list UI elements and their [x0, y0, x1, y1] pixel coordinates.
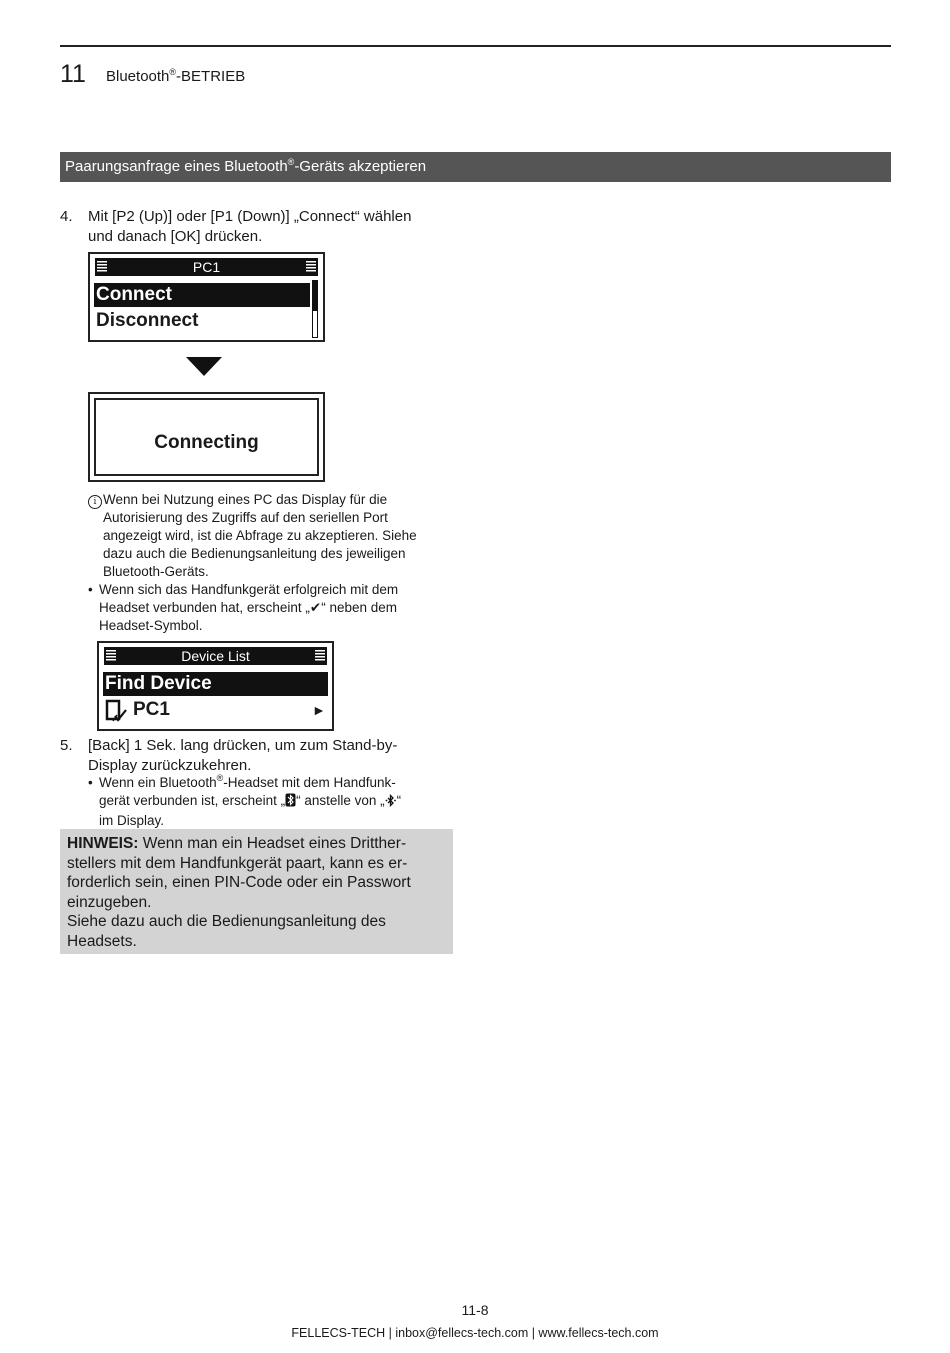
screen-pc1-menu [88, 252, 325, 342]
step-text: Mit [P2 (Up)] oder [P1 (Down)] „Connect“ wählen und danach [OK] drücken. [88, 208, 412, 245]
screen-connecting [88, 392, 325, 482]
bluetooth-connected-icon [285, 793, 296, 812]
step-5 [60, 736, 460, 776]
submenu-arrow-icon: ► [312, 702, 326, 718]
headset-check-icon [105, 699, 129, 723]
menu-grip-icon [315, 650, 325, 662]
scrollbar [312, 280, 318, 338]
section-heading: Paarungsanfrage eines Bluetooth®-Geräts akzeptieren [60, 152, 891, 182]
menu-grip-icon [97, 261, 107, 273]
screen-device-list [97, 641, 334, 731]
hint-label: HINWEIS: [67, 835, 139, 852]
bluetooth-icon [385, 794, 397, 812]
screen-title-bar: Device List [104, 647, 327, 665]
bullet-headset-connected: • Wenn sich das Handfunkgerät erfolgreich mit dem Headset verbunden hat, erscheint „✔“ neben dem Headset-Symbol. [88, 582, 399, 633]
info-note: i Wenn bei Nutzung eines PC das Display für die Autorisierung des Zugriffs auf den seriellen Port angezeigt wird, ist die Abfrage zu akzeptieren. Siehe dazu auch die Bedienungsanleitung des jeweiligen Bluetooth-Geräts. [88, 491, 458, 581]
info-icon: i [88, 495, 102, 509]
step-number: 4. [60, 208, 73, 225]
check-icon: ✔ [309, 600, 322, 615]
connecting-text: Connecting [154, 432, 259, 453]
step-text: [Back] 1 Sek. lang drücken, um zum Stand-by- Display zurückzukehren. [88, 737, 398, 774]
menu-grip-icon [106, 650, 116, 662]
page-number: 11-8 [461, 1302, 489, 1318]
arrow-down-icon [186, 357, 222, 376]
hint-box: HINWEIS: Wenn man ein Headset eines Dritther- stellers mit dem Handfunkgerät paart, kann es er- forderlich sein, einen PIN-Code oder ein Passwort einzugeben. Siehe dazu auch die Bedienungsanleitung des Headsets. [60, 829, 453, 954]
top-rule [60, 45, 891, 47]
step-4 [60, 207, 460, 247]
menu-item-pc1: PC1 [133, 699, 170, 720]
step-number: 5. [60, 737, 73, 754]
chapter-number: 11 [60, 60, 86, 88]
chapter-title: Bluetooth®-BETRIEB [106, 67, 246, 85]
bullet-bluetooth-icon: • Wenn ein Bluetooth®-Headset mit dem Handfunk- gerät verbunden ist, erscheint „ “ anstelle von „ “ im Display. [88, 773, 402, 828]
screen-title-bar: PC1 [95, 258, 318, 276]
menu-item-disconnect: Disconnect [96, 310, 199, 331]
menu-item-find-device: Find Device [103, 672, 328, 696]
menu-grip-icon [306, 261, 316, 273]
footer-imprint: FELLECS-TECH | inbox@fellecs-tech.com | www.fellecs-tech.com [291, 1326, 659, 1340]
menu-item-connect: Connect [94, 283, 310, 307]
